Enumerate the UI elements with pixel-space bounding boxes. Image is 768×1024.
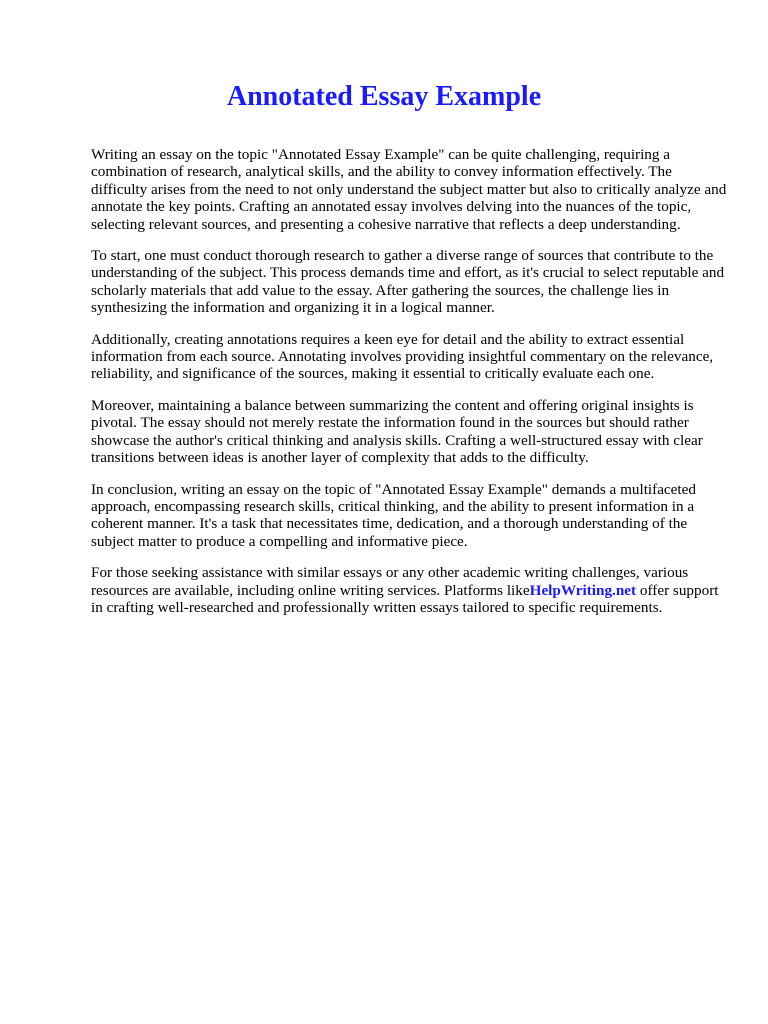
essay-body — [91, 146, 731, 630]
paragraph-6 — [91, 564, 731, 616]
paragraph-5: In conclusion, writing an essay on the topic of "Annotated Essay Example" demands a multifaceted approach, encompassing research skills, critical thinking, and the ability to present information in a coherent manner. It's a task that necessitates time, dedication, and a thorough understanding of the subject matter to produce a compelling and informative piece. — [91, 480, 696, 550]
paragraph-1: Writing an essay on the topic "Annotated Essay Example" can be quite challenging, requiring a combination of research, analytical skills, and the ability to convey information effectively. The difficulty arises from the need to not only understand the subject matter but also to critically analyze and annotate the key points. Crafting an annotated essay involves delving into the nuances of the topic, selecting relevant sources, and presenting a cohesive narrative that reflects a deep understanding. — [91, 146, 727, 233]
paragraph-6-text-before-link: For those seeking assistance with similar essays or any other academic writing challenges, various resources are available, including online writing services. Platforms like — [91, 564, 689, 599]
paragraph-2: To start, one must conduct thorough research to gather a diverse range of sources that contribute to the understanding of the subject. This process demands time and effort, as it's crucial to select reputable and scholarly materials that add value to the essay. After gathering the sources, the challenge lies in synthesizing the information and organizing it in a logical manner. — [91, 247, 725, 317]
paragraph-4: Moreover, maintaining a balance between summarizing the content and offering original insights is pivotal. The essay should not merely restate the information found in the sources but should rather showcase the author's critical thinking and analysis skills. Crafting a well-structured essay with clear transitions between ideas is another layer of complexity that adds to the difficulty. — [91, 396, 703, 467]
paragraph-3: Additionally, creating annotations requires a keen eye for detail and the ability to extract essential information from each source. Annotating involves providing insightful commentary on the relevance, reliability, and significance of the sources, making it essential to critically evaluate each one. — [91, 330, 714, 383]
paragraph-6-text-after-link: offer support in crafting well-researched and professionally written essays tailored to specific requirements. — [91, 581, 719, 616]
helpwriting-link[interactable]: HelpWriting.net — [529, 581, 637, 599]
page-title: Annotated Essay Example — [226, 81, 542, 112]
